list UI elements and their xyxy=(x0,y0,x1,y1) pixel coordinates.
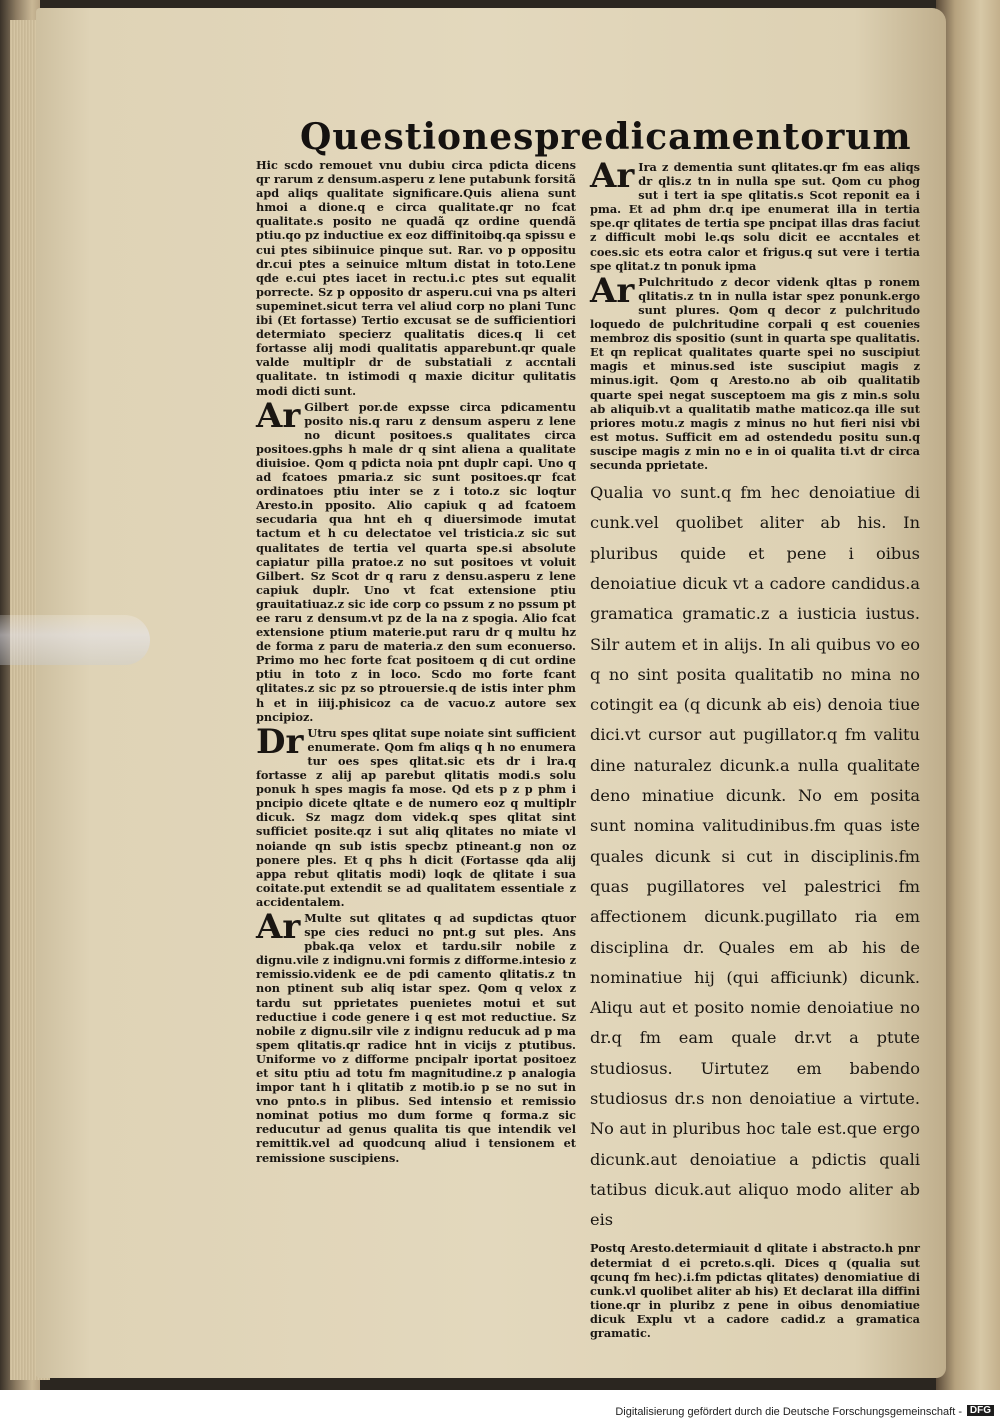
left-paragraph-3-text: Utru spes qlitat supe noiate sint sufficient enumerate. Qom fm aliqs q h no enumera tur oes spes qlitat.sic ets dr i lra.q fortasse z alij ap parebut qlitatis modi.s solu ponuk h spes magis fa mose. Qd ets p z p phm i pncipio dicete qltate e de numero eoz q multiplr dicuk. Sz magz dom videk.q spes qlitat sint sufficiet posite.qz i sut aliq qlitates no miate vl noiande qn sub istis specbz ptineant.g non oz ponere ples. Et q phs h dicit (Fortasse qda alij appa rebut qlitatis modi) loqk de qlitate i sua coitate.put extendit se ad qualitatem essentiale z accidentalem. xyxy=(256,725,576,909)
digitization-footer xyxy=(0,1400,1000,1423)
footer-credit: Digitalisierung gefördert durch die Deutsche Forschungsgemeinschaft - xyxy=(615,1406,962,1418)
left-paragraph xyxy=(256,158,576,398)
left-paragraph xyxy=(256,395,576,724)
left-paragraph-1-text: Hic scdo remouet vnu dubiu circa pdicta dicens qr rarum z densum.asperu z lene putabunk forsitã apd aliqs qualitate significare.Quis aliena sunt hmoi a dione.q e circa qualitate.qr no fcat qualitate.s posito ne quadã qz ordine quendã ptiu.qo pz inductiue ex eoz diffinitoibq.qa spissu e cui ptes sibiinuice pinque sut. Rar. vo p oppositu dr.cui ptes a seinuice mltum distat in toto.Lene qde e.cui ptes iacet in rectu.i.c ptes sut equalit porrecte. Sz p opposito dr asperu.cui vna ps alteri supeminet.sicut terra vel aliud corp no plani Tunc ibi (Et fortasse) Tertio excusat se de sufficientiori determiato specierz qualitatis dices.q li cet fortasse alij modi qualitatis apparebunt.qr quale valde multiplr dr de substatiali z accntali qualitate. tn istimodi q maxie dicitur qulitatis modi dicti sunt. xyxy=(256,158,576,398)
drop-initial: Dr xyxy=(256,721,304,762)
drop-initial: Ar xyxy=(590,270,635,311)
drop-initial: Ar xyxy=(256,395,301,436)
running-head-right: predicamentorum xyxy=(534,116,912,158)
right-paragraph xyxy=(590,156,920,273)
right-column xyxy=(590,156,920,1341)
right-paragraph-1-text: Ira z dementia sunt qlitates.qr fm eas aliqs dr qlis.z tn in nulla spe sut. Qom cu phog sut i tert ia spe qlitatis.s Scot reponit ea i pma. Et ad phm dr.q ipe enumerat illa in tertia spe.qr qlitates de tertia spe pncipat illas dras faciut z difficult mobi le.qs solu dicit ee accntales et coes.sic ets eotra calor et frigus.q sut vere i tertia spe qlitat.z tn ponuk ipma xyxy=(590,160,920,273)
dfg-logo: DFG xyxy=(967,1405,994,1416)
right-paragraph xyxy=(590,270,920,472)
drop-initial: Ar xyxy=(590,156,635,196)
commentary-paragraph: Postq Aresto.determiauit d qlitate i abstracto.h pnr determiat d ei pcreto.s.qli. Dices q (qualia sut qcunq fm hec).i.fm pdictas qlitates) denomiatiue di cunk.vl quolibet aliter ab his) Et declarat illa diffini tione.qr in pluribz z pene in oibus denomiatiue dicuk Explu vt a cadore cadid.z a gramatica gramatic. xyxy=(590,1241,920,1341)
running-head xyxy=(300,108,912,158)
running-head-left: Questiones xyxy=(300,116,535,158)
left-paragraph xyxy=(256,906,576,1165)
aristotle-lemma: Qualia vo sunt.q fm hec denoiatiue di cunk.vel quolibet aliter ab his. In pluribus quide et pene i oibus denoiatiue dicuk vt a cadore candidus.a gramatica gramatic.z a iusticia iustus. Silr autem et in alijs. In ali quibus vo eo q no sint posita qualitatib no mina no cotingit ea (q dicunk ab eis) denoia tiue dici.vt cursor aut pugillator.q fm valitu dine naturalez dicunk.a nulla qualitate deno minatiue dicunk. No em posita sunt nomina valitudinibus.fm quas iste quales dicunk si cut in disciplinis.fm quas pugillatores vel palestrici fm affectionem dicunk.pugillato ria em disciplina dr. Quales em ab his de nominatiue hij (qui afficiunk) dicunk. Aliqu aut et posito nomie denoiatiue no dr.q fm eam quale dr.vt a ptute studiosus. Uirtutez em babendo studiosus dr.s non denoiatiue a virtute. No aut in pluribus hoc tale est.que ergo dicunk.aut denoiatiue a pdictis quali tatibus dicuk.aut aliquo modo aliter ab eis xyxy=(590,483,920,1230)
left-column xyxy=(256,158,576,1165)
right-paragraph-2-text: Pulchritudo z decor videnk qltas p ronem qlitatis.z tn in nulla istar spez ponunk.ergo sunt plures. Qom q decor z pulchritudo loquedo de pulchritudine corpali q est couenies membroz dis spositio (sunt in quarta spe qualitatis. Et qn replicat qualitates quarte spei no suscipiut magis et minus.sed iste suscipiut magis z minus.igit. Qom q Aresto.no ab oib qualitatib quarte spei negat susceptoem ma gis z min.s solu ab aliquib.vt a qualitatib mathe maticoz.qa ille sut priores motu.z magis z minus no hut fieri nisi vbi est motus. Sufficit em ad ostendedu positu sun.q suscipe magis z min no e in oi qualita ti.vt dr circa secunda pprietate. xyxy=(590,274,920,472)
bookmark-ribbon xyxy=(0,615,150,665)
left-paragraph-4-text: Multe sut qlitates q ad supdictas qtuor spe cies reduci no pnt.g sut ples. Ans pbak.qa velox et tardu.silr nobile z dignu.vile z indignu.vni formis z difforme.intesio z remissio.videnk ee de pdi camento qlitatis.z tn non ptinent sub aliq istar spez. Qom q velox z tardu sut pprietates puenietes motui et sut reductiue i code genere i q est mot reductiue. Sz nobile z dignu.silr vile z indignu reducuk ad p ma spem qlitatis.qr radice hnt in vicijs z ptutibus. Uniforme vo z difforme pncipalr iportat positoez et situ ptiu ad totu fm magnitudine.z p analogia impor tant h i qlitatib z motib.io p se no sut in vno pnto.s in plibus. Sed intensio et remissio nominat potius mo dum forme q forma.z sic reducutur ad genus qualita tis que intendik vel remittik.vel ad quodcunq aliud i tensionem et remissione suscipiens. xyxy=(256,910,576,1165)
left-paragraph xyxy=(256,721,576,909)
drop-initial: Ar xyxy=(256,906,301,947)
left-paragraph-2-text: Gilbert por.de expsse circa pdicamentu posito nis.q raru z densum asperu z lene no dicunt positoes.s qualitates circa positoes.gphs h male dr q sint aliena a qualitate diuisioe. Qom q pdicta noia pnt duplr capi. Uno q ad fcatoes pmaria.z sic sunt positoes.qr fcat ordinatoes ptiu inter se z i toto.z sic loqtur Aresto.in pposito. Alio capiuk q ad fcatoem secudaria qua hnt eh q diuersimode imutat tactum et h cu delectatoe vel tristicia.z sic sut qualitates de tertia vel quarta spe.si absolute capiatur pilla pratoe.z no sut positoes vt voluit Gilbert. Sz Scot dr q raru z densu.asperu z lene capiuk duplr. Uno vt fcat extensione ptiu grauitatiuaz.z sic ide corp co pssum z no pssum pt ee raru z densum.vt pz de la na z spogia. Alio fcat extensione ptium materie.put raru dr q multu hz de forma z paru de materia.z den sum econuerso. Primo mo hec forte fcat positoem q di cut ordine ptiu in toto z in loco. Scdo mo forte fcant qlitates.z sic pz so ptrouersie.q de istis inter phm h et in iiij.phisicoz ca de vacuo.z autore sex pncipioz. xyxy=(256,399,576,724)
